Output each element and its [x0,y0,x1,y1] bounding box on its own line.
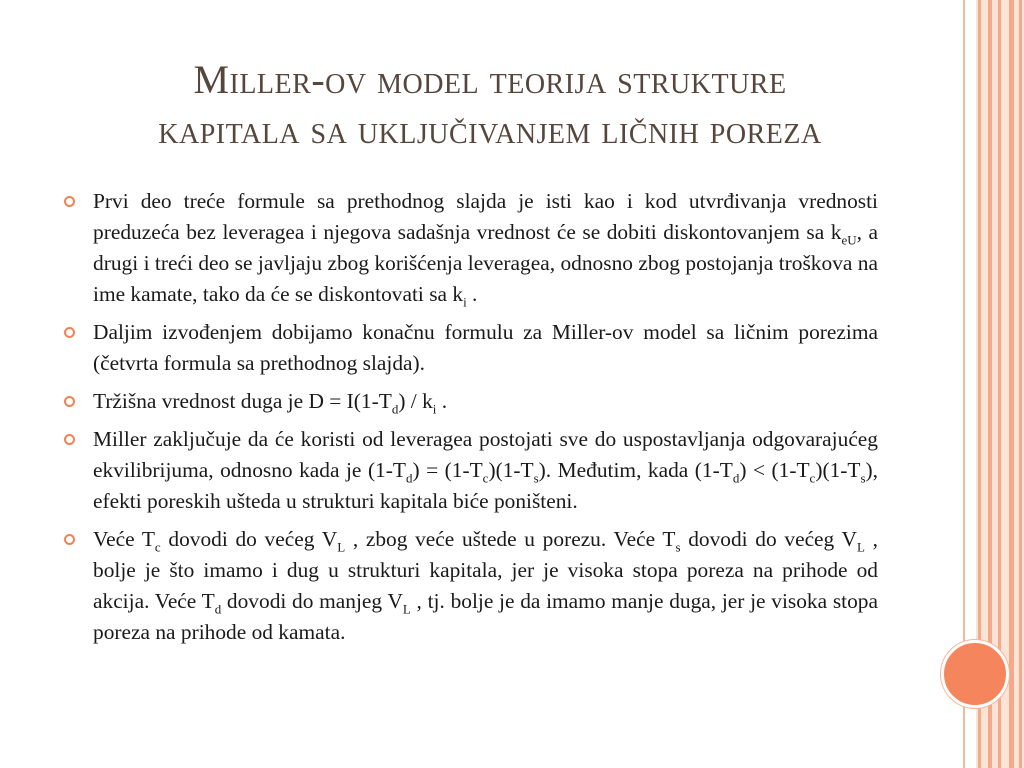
bullet-text: Miller zaključuje da će koristi od leveragea postojati sve do uspostavljanja odgovarajućeg ekvilibrijuma, odnosno kada je (1-T [93,427,878,482]
bullet-text: . [466,282,478,306]
circle-bullet-icon [64,327,75,338]
bullet-item [62,424,878,517]
subscript: L [857,539,865,555]
subscript: i [463,294,467,310]
circle-bullet-icon [64,396,75,407]
slide-title-line1: Miller-ov model teorija strukture [193,57,787,102]
bullet-text: dovodi do većeg V [160,527,338,551]
bullet-text: , bolje je što imamo i dug u strukturi kapitala, jer je visoka stopa poreza na prihode od akcija. Veće T [93,527,878,613]
bullet-text: dovodi do većeg V [680,527,857,551]
subscript: s [860,470,866,486]
bullet-text: )(1-T [488,458,534,482]
decorative-circle [941,640,1009,708]
bullet-text: Prvi deo treće formule sa prethodnog slajda je isti kao i kod utvrđivanja vrednosti preduzeća bez leveragea i njegova sadašnja vrednost će se dobiti diskontovanjem sa k [93,189,878,244]
bullet-item [62,386,878,417]
subscript: c [809,470,816,486]
bullet-text: , a drugi i treći deo se javljaju zbog korišćenja leveragea, odnosno zbog postojanja troškova na ime kamate, tako da će se diskontovati sa k [93,220,878,306]
bullet-text: Tržišna vrednost duga je D = I(1-T [93,389,392,413]
subscript: d [391,401,399,417]
subscript: eU [841,232,857,248]
bullet-text: , zbog veće uštede u porezu. Veće T [345,527,676,551]
bullet-text: ). Međutim, kada (1-T [538,458,733,482]
stripe [1019,0,1022,768]
subscript: i [432,401,437,417]
slide-title-line2: kapitala sa uključivanjem ličnih poreza [158,107,822,152]
bullet-item [62,186,878,310]
circle-bullet-icon [64,534,75,545]
bullet-text: . [436,389,448,413]
slide-title [60,55,920,155]
bullet-item [62,317,878,379]
bullet-text: Veće T [93,527,155,551]
stripe [1009,0,1014,768]
circle-bullet-icon [64,434,75,445]
subscript: d [405,470,413,486]
subscript: d [214,601,222,617]
bullet-text: ) / k [398,389,433,413]
subscript: c [482,470,489,486]
bullet-text: dovodi do manjeg V [221,589,403,613]
bullet-text: ) < (1-T [739,458,810,482]
bullet-text: ) = (1-T [412,458,483,482]
bullet-item [62,524,878,648]
subscript: d [732,470,740,486]
subscript: s [675,539,681,555]
slide-body [62,186,878,655]
bullet-text: ), efekti poreskih ušteda u strukturi kapitala biće poništeni. [93,458,879,513]
subscript: c [154,539,161,555]
bullet-text: Daljim izvođenjem dobijamo konačnu formulu za Miller-ov model sa ličnim porezima (četvrta formula sa prethodnog slajda). [93,320,878,375]
subscript: L [337,539,346,555]
bullet-text: , tj. bolje je da imamo manje duga, jer je visoka stopa poreza na prihode od kamata. [93,589,878,644]
subscript: s [533,470,539,486]
bullet-text: )(1-T [815,458,861,482]
circle-bullet-icon [64,196,75,207]
subscript: L [402,601,411,617]
